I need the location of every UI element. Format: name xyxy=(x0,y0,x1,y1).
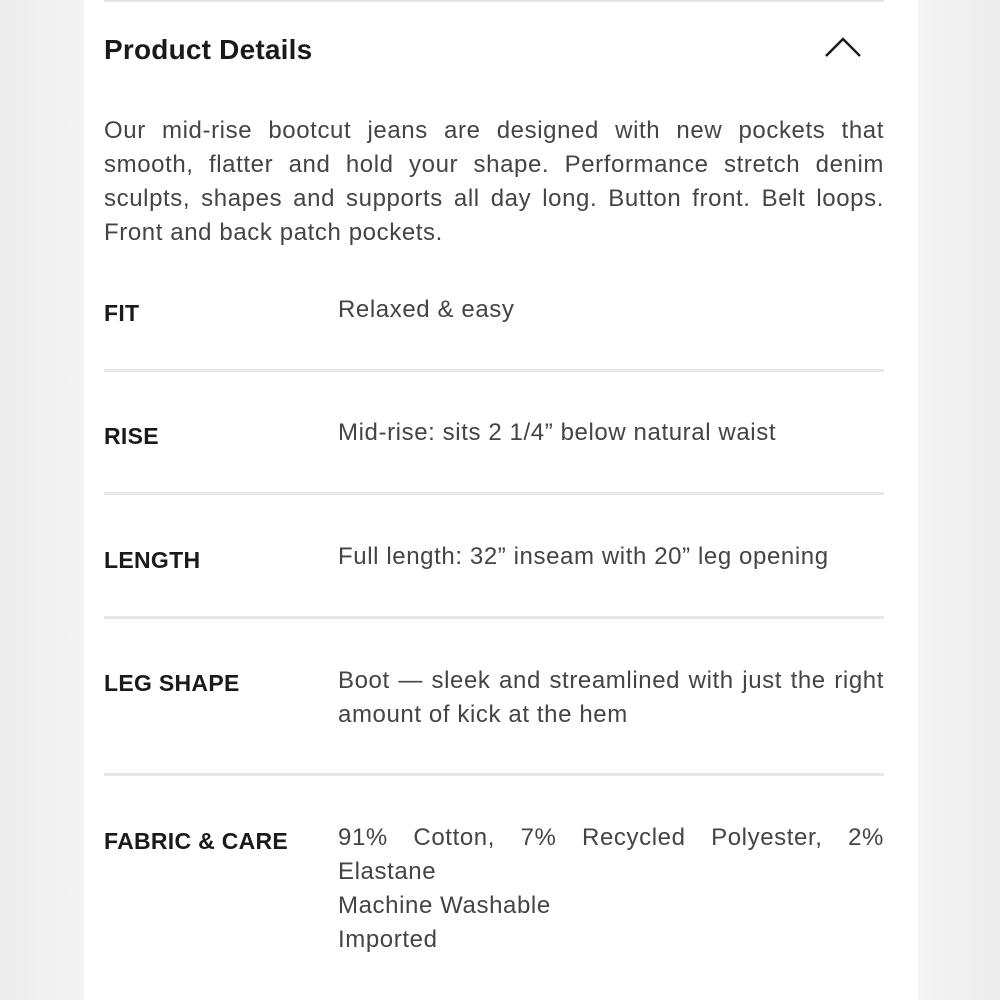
care-instruction: Machine Washable xyxy=(338,892,551,919)
fit-label: FIT xyxy=(104,300,140,326)
length-label: LENGTH xyxy=(104,547,201,573)
divider xyxy=(104,616,884,619)
fit-value: Relaxed & easy xyxy=(338,296,515,323)
chevron-up-icon[interactable] xyxy=(822,32,864,62)
product-details-accordion-header[interactable] xyxy=(104,26,884,82)
page-margin-right xyxy=(918,0,1000,1000)
fabric-composition: 91% Cotton, 7% Recycled Polyester, 2% Elastane xyxy=(338,824,884,885)
rise-value: Mid-rise: sits 2 1/4” below natural waist xyxy=(338,419,777,446)
product-description: Our mid-rise bootcut jeans are designed with new pockets that smooth, flatter and hold your shape. Performance stretch denim sculpts, shapes and supports all day long. Button front. Belt loops. Front and back patch pockets. xyxy=(104,117,884,246)
fabric-care-label: FABRIC & CARE xyxy=(104,828,289,854)
product-details-panel xyxy=(84,0,918,1000)
leg-shape-value: Boot — sleek and streamlined with just the right amount of kick at the hem xyxy=(338,667,884,728)
section-title: Product Details xyxy=(104,34,313,65)
fabric-care-value xyxy=(338,821,884,957)
top-divider xyxy=(104,0,884,2)
rise-label: RISE xyxy=(104,423,159,449)
origin-note: Imported xyxy=(338,926,438,953)
divider xyxy=(104,369,884,372)
divider xyxy=(104,492,884,495)
page-margin-left xyxy=(0,0,84,1000)
leg-shape-label: LEG SHAPE xyxy=(104,670,240,696)
length-value: Full length: 32” inseam with 20” leg opening xyxy=(338,543,829,570)
divider xyxy=(104,773,884,776)
